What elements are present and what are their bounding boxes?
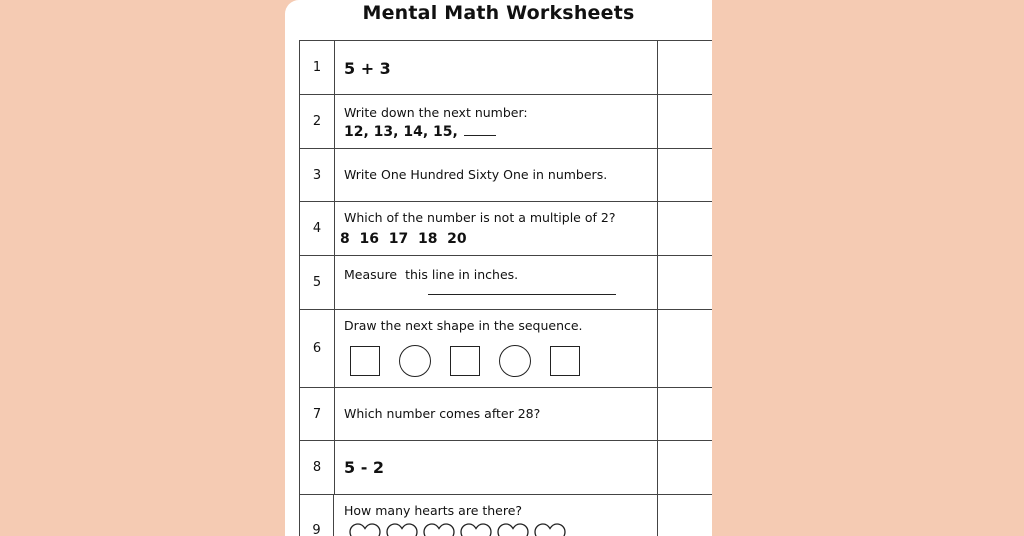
answer-cell[interactable] [657, 41, 712, 94]
question-text: Write down the next number: [344, 105, 528, 120]
answer-cell[interactable] [657, 310, 712, 387]
answer-cell[interactable] [657, 202, 712, 255]
question-text: Which of the number is not a multiple of 2? [344, 210, 616, 225]
question-number: 4 [300, 202, 335, 255]
answer-cell[interactable] [657, 495, 712, 536]
heart-icon [385, 523, 419, 536]
worksheet-page [285, 0, 712, 536]
square-icon [450, 346, 480, 376]
question-sub: 8 16 17 18 20 [340, 231, 467, 247]
question-number: 1 [300, 41, 335, 94]
question-number: 6 [300, 310, 335, 387]
table-row [300, 310, 712, 388]
answer-cell[interactable] [657, 149, 712, 201]
question-text: Write One Hundred Sixty One in numbers. [344, 167, 608, 182]
heart-icon [533, 523, 567, 536]
question-number: 3 [300, 149, 335, 201]
circle-icon [399, 345, 431, 377]
question-sub: 12, 13, 14, 15, [344, 124, 496, 140]
question-text: Which number comes after 28? [344, 406, 541, 421]
question-number: 5 [300, 256, 335, 309]
answer-cell[interactable] [657, 256, 712, 309]
circle-icon [499, 345, 531, 377]
questions-table [299, 40, 712, 536]
question-text: 5 + 3 [344, 59, 391, 78]
question-text: 5 - 2 [344, 458, 385, 477]
table-row [300, 202, 712, 256]
answer-cell[interactable] [657, 388, 712, 440]
answer-cell[interactable] [657, 95, 712, 148]
question-number: 7 [300, 388, 335, 440]
answer-cell[interactable] [657, 441, 712, 494]
table-row [300, 388, 712, 441]
square-icon [350, 346, 380, 376]
heart-icon [459, 523, 493, 536]
question-text: Measure this line in inches. [344, 267, 519, 282]
table-row [300, 149, 712, 202]
question-text: Draw the next shape in the sequence. [344, 318, 583, 333]
table-row [300, 495, 712, 536]
heart-icon [348, 523, 382, 536]
square-icon [550, 346, 580, 376]
question-number: 2 [300, 95, 335, 148]
answer-blank [464, 133, 496, 136]
question-number: 8 [300, 441, 335, 494]
table-row [300, 441, 712, 495]
question-text: How many hearts are there? [344, 503, 523, 518]
worksheet-title: Mental Math Worksheets [362, 2, 635, 24]
table-row [300, 41, 712, 95]
measure-line [428, 294, 616, 295]
table-row [300, 95, 712, 149]
table-row [300, 256, 712, 310]
question-number: 9 [300, 495, 334, 536]
heart-icon [496, 523, 530, 536]
heart-icon [422, 523, 456, 536]
